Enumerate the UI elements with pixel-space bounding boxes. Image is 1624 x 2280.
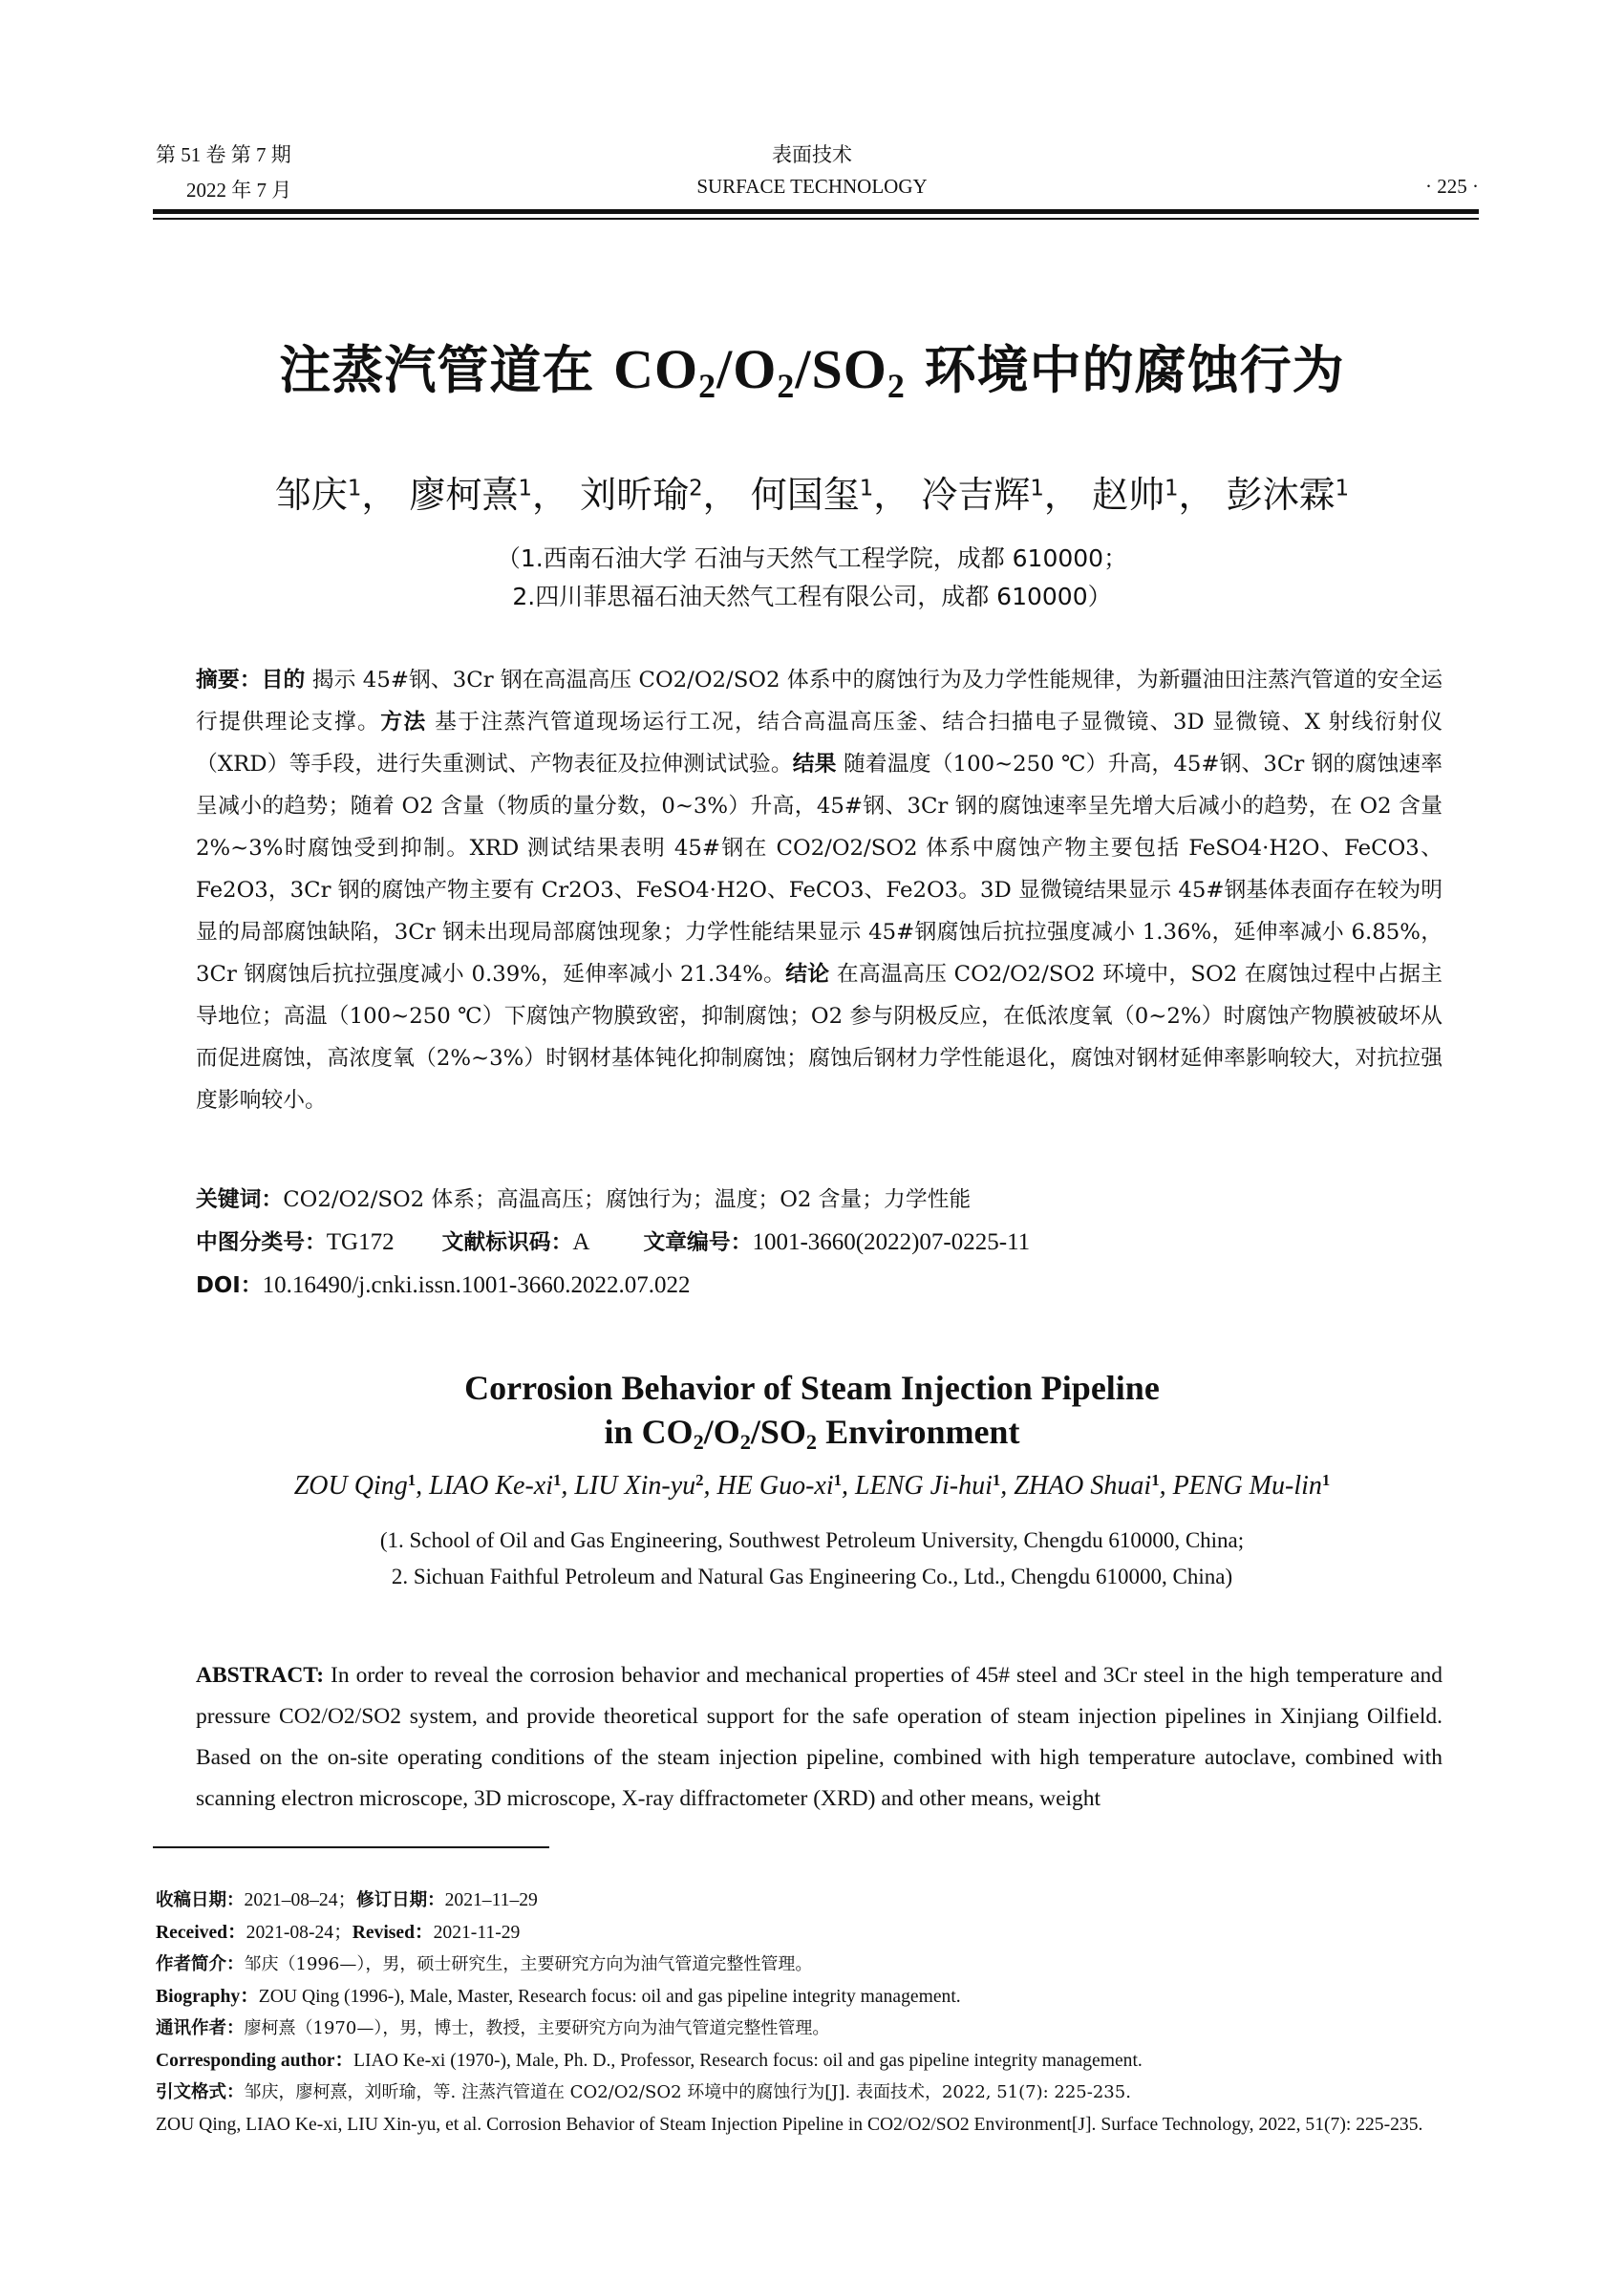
author-cn: 刘昕瑜$^2$: [580, 474, 703, 516]
doi: [196, 1268, 1447, 1299]
doi-value[interactable]: 10.16490/j.cnki.issn.1001-3660.2022.07.022: [262, 1272, 691, 1298]
author-cn: 彭沐霖$^1$: [1226, 474, 1350, 516]
abstract-cn: [196, 659, 1442, 1121]
clc-label: 中图分类号：: [196, 1230, 327, 1255]
author-cn: 赵帅$^1$: [1091, 474, 1179, 516]
result-text: 随着温度（100~250 ℃）升高，45#钢、3Cr 钢的腐蚀速率呈减小的趋势；随着 O2 含量（物质的量分数，0~3%）升高，45#钢、3Cr 钢的腐蚀速率呈先增大后减小的趋势，在 O2 含量 2%~3%时腐蚀受到抑制。XRD 测试结果表明 45#钢在 CO2/O2/SO2 体系中腐蚀产物主要包括 FeSO4·H2O、FeCO3、Fe2O3，3Cr 钢的腐蚀产物主要有 Cr2O3、FeSO4·H2O、FeCO3、Fe2O3。3D 显微镜结果显示 45#钢基体表面存在较为明显的局部腐蚀缺陷，3Cr 钢未出现局部腐蚀现象；力学性能结果显示 45#钢腐蚀后抗拉强度减小 1.36%，延伸率减小 6.85%，3Cr 钢腐蚀后抗拉强度减小 0.39%，延伸率减小 21.34%。: [196, 752, 1443, 987]
keyword: O2 含量: [780, 1187, 863, 1212]
purpose-text: 揭示 45#钢、3Cr 钢在高温高压 CO2/O2/SO2 体系中的腐蚀行为及力学性能规律，为新疆油田注蒸汽管道的安全运行提供理论支撑。: [196, 668, 1443, 735]
clc-code: TG172: [326, 1229, 395, 1255]
title-cn: [0, 330, 1624, 406]
affiliation-en-1: (1. School of Oil and Gas Engineering, Southwest Petroleum University, Chengdu 610000, China;: [379, 1528, 1245, 1552]
article-number: 1001-3660(2022)07-0225-11: [752, 1229, 1031, 1255]
footnote-cite-en: ZOU Qing, LIAO Ke-xi, LIU Xin-yu, et al. Corrosion Behavior of Steam Injection Pipeline in CO2/O2/SO2 Environment[J]. Surface Technology, 2022, 51(7): 225-235.: [156, 2115, 1423, 2135]
abstract-en-text: In order to reveal the corrosion behavior and mechanical properties of 45# steel and 3Cr steel in the high temperature and pressure CO2/O2/SO2 system, and provide theoretical support for the safe operation of steam injection pipelines in Xinjiang Oilfield. Based on the on-site operating conditions of the steam injection pipeline, combined with high temperature autoclave, combined with scanning electron microscope, 3D microscope, X-ray diffractometer (XRD) and other means, weight: [196, 1663, 1442, 1811]
doc-code: A: [572, 1229, 590, 1255]
author-cn: 何国玺$^1$: [750, 474, 874, 516]
author-en: LIAO $Ke-xi^1$: [429, 1470, 562, 1501]
footnote-received-en: Received：2021-08-24；Revised：2021-11-29: [156, 1923, 521, 1943]
author-en: ZHAO Shuai$^1$: [1014, 1470, 1160, 1501]
author-en: HE Guo-$xi^1$: [716, 1470, 842, 1501]
keywords-label: 关键词：: [196, 1187, 284, 1212]
keyword: 腐蚀行为: [605, 1187, 693, 1212]
keywords: 关键词：CO2/O2/SO2 体系；高温高压；腐蚀行为；温度；O2 含量；力学性能: [196, 1187, 972, 1212]
article-number-label: 文章编号：: [643, 1230, 753, 1255]
footnote-corr-cn: 通讯作者：廖柯熹（1970—），男，博士，教授，主要研究方向为油气管道完整性管理。: [156, 2018, 830, 2038]
issue-date: 2022 年 7 月: [186, 179, 292, 202]
title-en-line1: Corrosion Behavior of Steam Injection Pipeline: [464, 1369, 1160, 1407]
footnote-corr-en: Corresponding author：LIAO Ke-xi (1970-), Male, Ph. D., Professor, Research focus: oil and gas pipeline integrity management.: [156, 2051, 1143, 2071]
title-cn-pre: 注蒸汽管道在: [279, 340, 614, 400]
footnote-bio-cn: 作者简介：邹庆（1996—），男，硕士研究生，主要研究方向为油气管道完整性管理。: [156, 1954, 813, 1974]
affiliation-cn-1: （1.西南石油大学 石油与天然气工程学院，成都 610000；: [496, 544, 1128, 572]
result-label: 结果: [792, 752, 837, 777]
author-cn: 邹庆$^1$: [274, 474, 362, 516]
author-cn: 廖柯熹$^1$: [409, 474, 533, 516]
abstract-en: [196, 1655, 1442, 1820]
author-en: LIU Xin-$yu^2$: [574, 1470, 704, 1501]
keyword: 温度: [714, 1187, 759, 1212]
title-cn-formula: $CO_2/O_2/SO_2$: [613, 338, 906, 406]
method-text: 基于注蒸汽管道现场运行工况，结合高温高压釜、结合扫描电子显微镜、3D 显微镜、X 射线衍射仪（XRD）等手段，进行失重测试、产物表征及拉伸测试试验。: [196, 710, 1443, 777]
authors-en: ZOU Qing$^1$, LIAO $Ke-xi^1$, LIU Xin-$yu^2$, HE Guo-$xi^1$, LENG Ji-hui$^1$, ZHAO Shuai$^1$, PENG Mu-lin$^1$: [293, 1470, 1331, 1501]
header-rule-thick: [153, 209, 1479, 214]
author-en: ZOU Qing$^1$: [293, 1470, 417, 1501]
title-en-pre: in: [604, 1413, 642, 1451]
classification: [196, 1225, 1447, 1256]
header-rule-thin: [153, 218, 1479, 220]
volume-issue: 第 51 卷 第 7 期: [156, 143, 291, 166]
journal-name-cn: 表面技术: [772, 143, 852, 166]
purpose-label: 目的: [261, 668, 306, 693]
title-en-post: Environment: [817, 1413, 1020, 1451]
method-label: 方法: [380, 710, 427, 735]
doc-code-label: 文献标识码：: [441, 1230, 573, 1255]
title-en-line2: in $CO_2/O_2/SO_2$ Environment: [604, 1413, 1020, 1455]
author-en: PENG Mu-lin$^1$: [1172, 1470, 1331, 1501]
conclusion-label: 结论: [785, 962, 830, 987]
keyword: 力学性能: [884, 1187, 972, 1212]
affiliation-cn-2: 2.四川菲思福石油天然气工程有限公司，成都 610000）: [512, 583, 1112, 610]
abstract-cn-label: 摘要：: [196, 668, 262, 693]
keyword: CO2/O2/SO2 体系: [283, 1187, 476, 1212]
footnote-cite-cn: 引文格式：邹庆，廖柯熹，刘昕瑜，等. 注蒸汽管道在 CO2/O2/SO2 环境中的腐蚀行为[J]. 表面技术，2022, 51(7): 225-235.: [156, 2082, 1131, 2102]
footnote-bio-en: Biography：ZOU Qing (1996-), Male, Master, Research focus: oil and gas pipeline integrity management.: [156, 1987, 961, 2007]
doi-label: DOI：: [196, 1273, 263, 1298]
affiliation-en-2: 2. Sichuan Faithful Petroleum and Natural Gas Engineering Co., Ltd., Chengdu 610000, China): [391, 1565, 1233, 1588]
keyword: 高温高压: [496, 1187, 585, 1212]
authors-cn: 邹庆$^1$， 廖柯熹$^1$， 刘昕瑜$^2$， 何国玺$^1$， 冷吉辉$^1$， 赵帅$^1$， 彭沐霖$^1$: [274, 474, 1350, 516]
page-number: · 225 ·: [1425, 175, 1479, 198]
footnote-rule: [153, 1846, 549, 1848]
title-cn-post: 环境中的腐蚀行为: [905, 340, 1345, 400]
abstract-en-label: ABSTRACT:: [196, 1663, 325, 1688]
author-cn: 冷吉辉$^1$: [921, 474, 1044, 516]
author-en: LENG Ji-hui$^1$: [855, 1470, 1001, 1501]
conclusion-text: 在高温高压 CO2/O2/SO2 环境中，SO2 在腐蚀过程中占据主导地位；高温（100~250 ℃）下腐蚀产物膜致密，抑制腐蚀；O2 参与阴极反应，在低浓度氧（0~2%）时腐蚀产物膜被破坏从而促进腐蚀，高浓度氧（2%~3%）时钢材基体钝化抑制腐蚀；腐蚀后钢材力学性能退化，腐蚀对钢材延伸率影响较大，对抗拉强度影响较小。: [196, 962, 1443, 1113]
footnote-received-cn: 收稿日期：2021–08–24；修订日期：2021–11–29: [156, 1890, 538, 1910]
journal-name-en: SURFACE TECHNOLOGY: [696, 175, 928, 198]
